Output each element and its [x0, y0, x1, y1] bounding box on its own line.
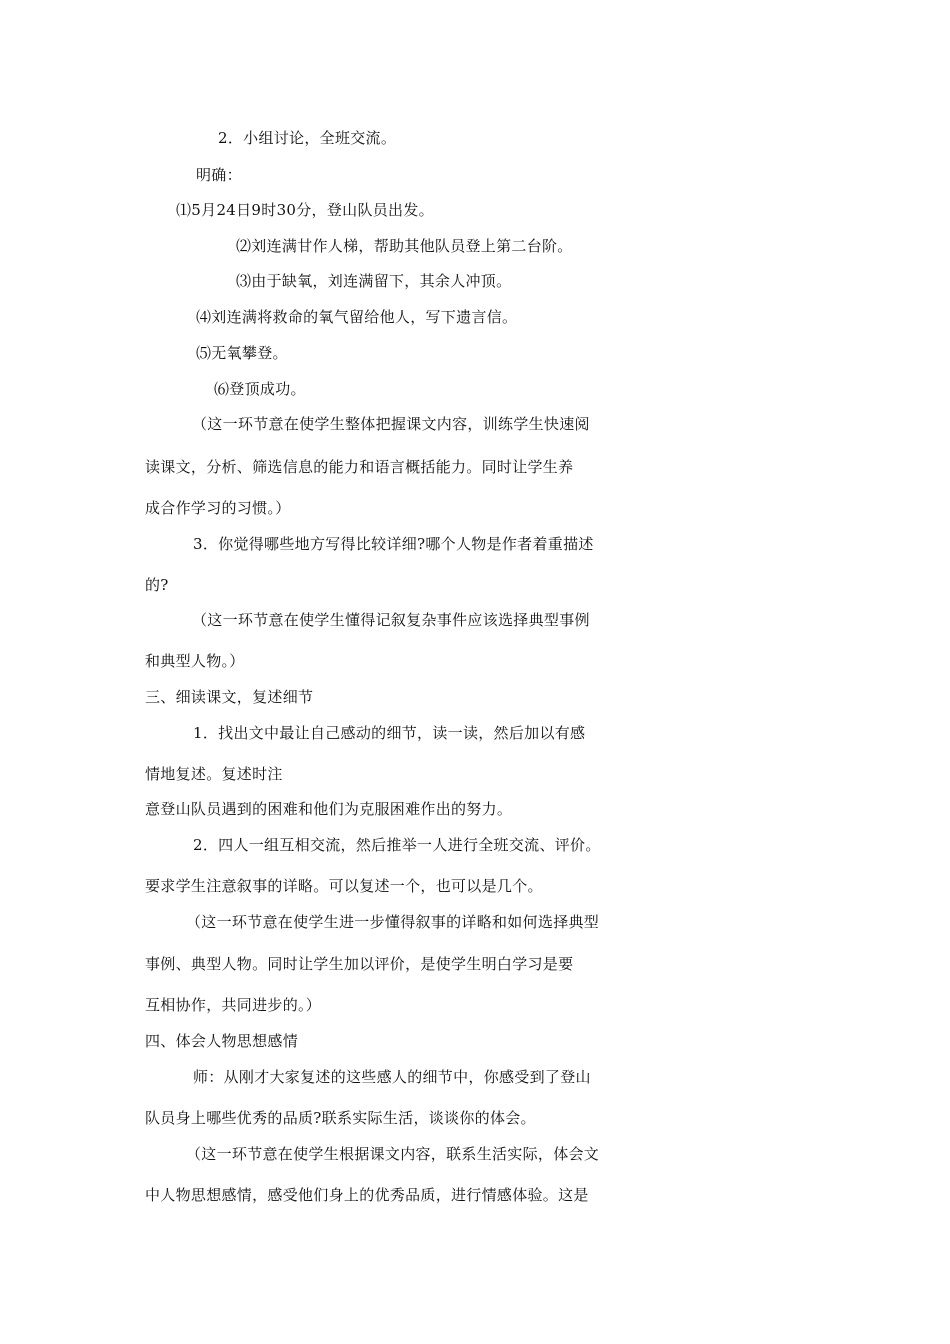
text-line: （这一环节意在使学生根据课文内容，联系生活实际，体会文: [186, 1145, 600, 1163]
text-line: 互相协作，共同进步的。）: [145, 996, 322, 1014]
text-line: ⑸无氧攀登。: [196, 344, 288, 362]
text-line: 明确：: [196, 166, 242, 184]
text-line: 要求学生注意叙事的详略。可以复述一个，也可以是几个。: [145, 877, 543, 895]
text-line: 师：从刚才大家复述的这些感人的细节中，你感受到了登山: [193, 1068, 591, 1086]
text-line: 3．你觉得哪些地方写得比较详细?哪个人物是作者着重描述: [193, 535, 594, 553]
text-line: 事例、典型人物。同时让学生加以评价，是使学生明白学习是要: [145, 955, 574, 973]
text-line: ⑶由于缺氧，刘连满留下，其余人冲顶。: [236, 272, 512, 290]
text-line: ⑴5月24日9时30分，登山队员出发。: [176, 201, 434, 219]
section-heading: 四、体会人物思想感情: [145, 1032, 299, 1050]
text-line: 1．找出文中最让自己感动的细节，读一读，然后加以有感: [193, 724, 586, 742]
text-line: 和典型人物。）: [145, 652, 245, 670]
text-line: （这一环节意在使学生进一步懂得叙事的详略和如何选择典型: [186, 913, 600, 931]
text-line: 读课文，分析、筛选信息的能力和语言概括能力。同时让学生养: [145, 458, 574, 476]
text-line: 情地复述。复述时注: [145, 765, 283, 783]
text-line: 的?: [145, 576, 169, 594]
text-line: ⑷刘连满将救命的氧气留给他人，写下遗言信。: [196, 308, 518, 326]
text-line: 成合作学习的习惯。）: [145, 499, 291, 517]
text-line: （这一环节意在使学生懂得记叙复杂事件应该选择典型事例: [192, 611, 590, 629]
text-line: 2．小组讨论，全班交流。: [218, 129, 397, 147]
text-line: 意登山队员遇到的困难和他们为克服困难作出的努力。: [145, 800, 513, 818]
text-line: ⑹登顶成功。: [214, 380, 306, 398]
text-line: 中人物思想感情，感受他们身上的优秀品质，进行情感体验。这是: [145, 1186, 589, 1204]
text-line: （这一环节意在使学生整体把握课文内容，训练学生快速阅: [192, 415, 590, 433]
text-line: 队员身上哪些优秀的品质?联系实际生活，谈谈你的体会。: [145, 1109, 536, 1127]
text-line: 2．四人一组互相交流，然后推举一人进行全班交流、评价。: [193, 836, 601, 854]
section-heading: 三、细读课文，复述细节: [145, 688, 314, 706]
text-line: ⑵刘连满甘作人梯，帮助其他队员登上第二台阶。: [236, 237, 573, 255]
